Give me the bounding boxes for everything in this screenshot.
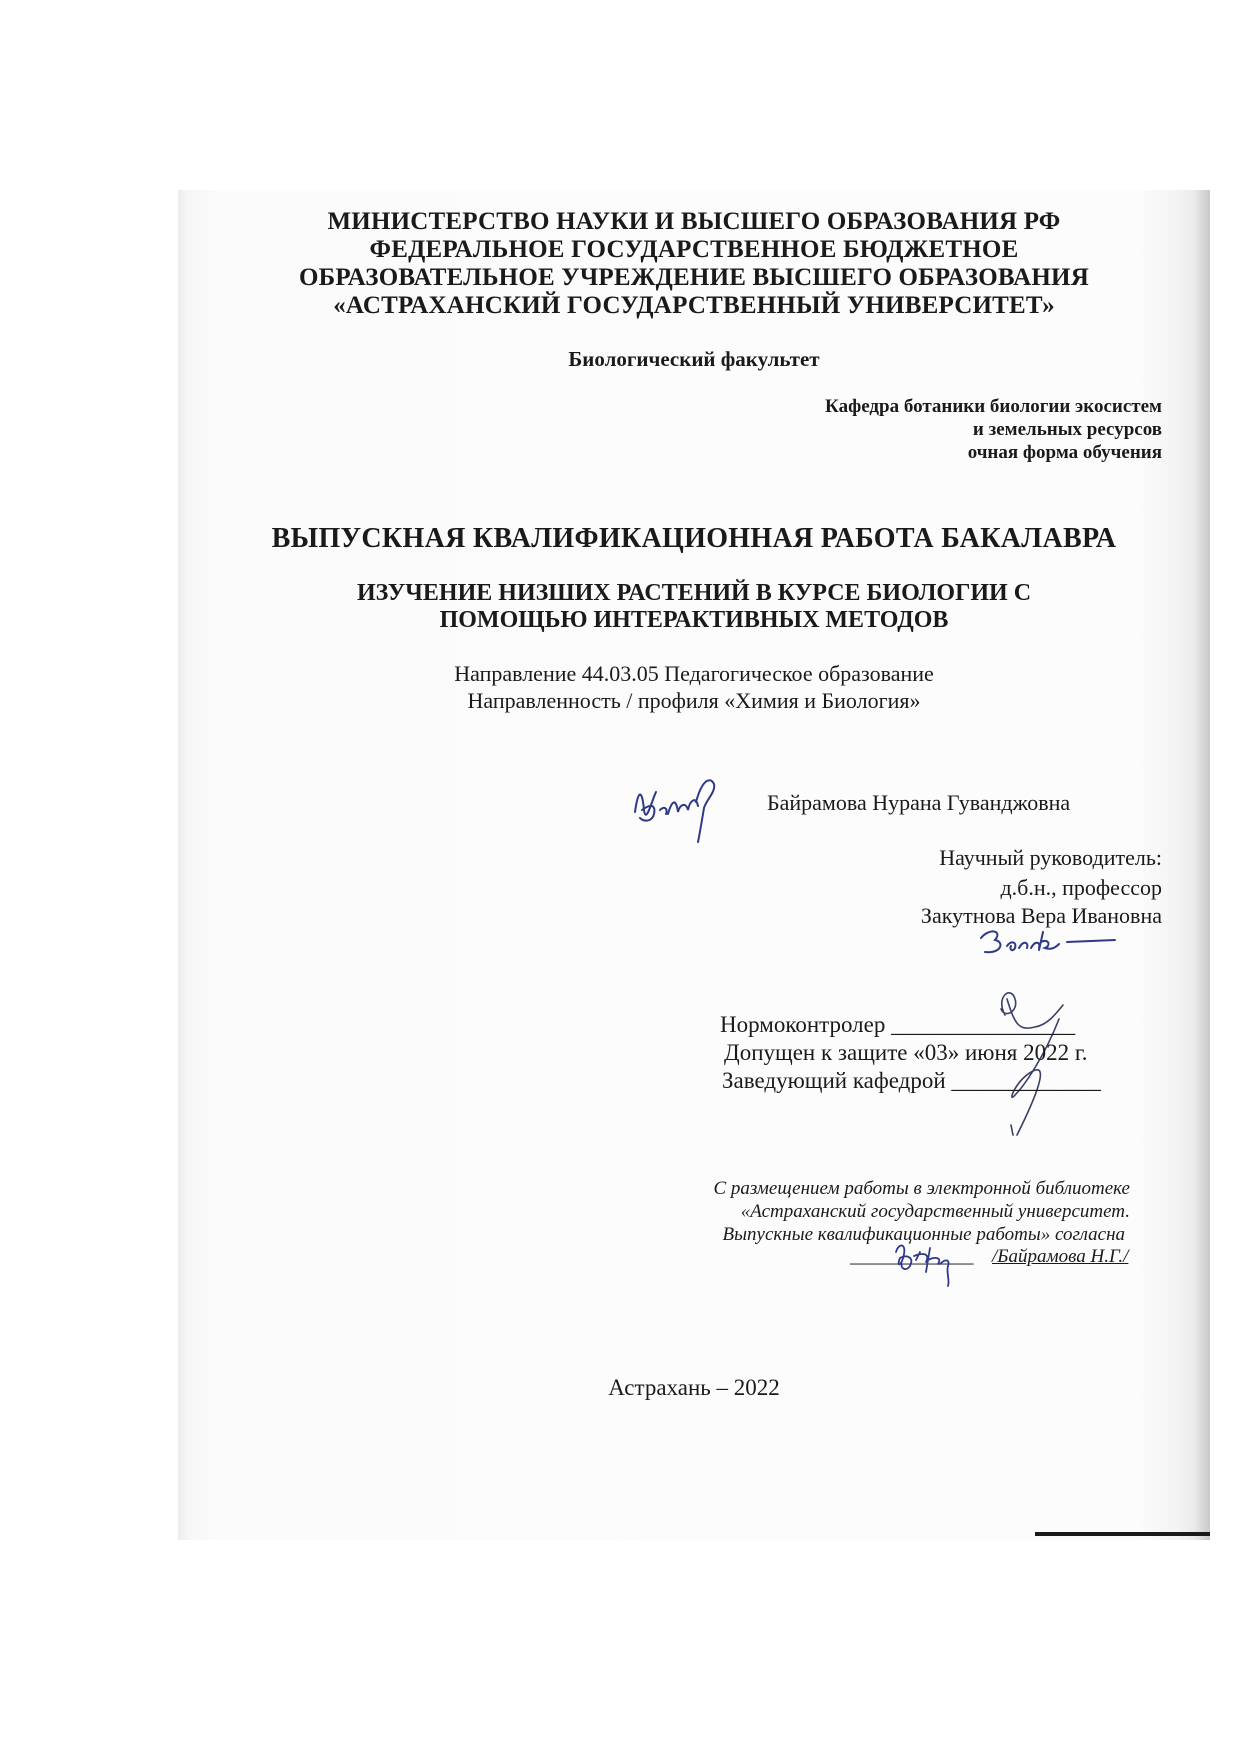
supervisor-label: Научный руководитель: — [939, 845, 1162, 870]
page-edge-shadow — [1195, 190, 1210, 1540]
department-line-2: и земельных ресурсов — [972, 419, 1162, 440]
thesis-title-line-2: ПОМОЩЬЮ ИНТЕРАКТИВНЫХ МЕТОДОВ — [439, 607, 949, 633]
head-of-department-line: Заведующий кафедрой _____________ — [722, 1068, 1101, 1093]
student-name: Байрамова Нурана Гуванджовна — [767, 790, 1071, 815]
consent-line-1: С размещением работы в электронной библиотеке — [713, 1178, 1130, 1199]
study-form: очная форма обучения — [967, 442, 1162, 463]
city-year: Астрахань – 2022 — [608, 1375, 780, 1400]
profile: Направленность / профиля «Химия и Биология» — [467, 688, 921, 713]
consent-signature — [890, 1238, 965, 1290]
student-signature — [630, 770, 735, 850]
consent-line-3: Выпускные квалификационные работы» согласна — [722, 1224, 1125, 1245]
work-type: ВЫПУСКНАЯ КВАЛИФИКАЦИОННАЯ РАБОТА БАКАЛАВРА — [271, 523, 1117, 554]
consent-line-2: «Астраханский государственный университет. — [740, 1201, 1130, 1222]
ministry-line-1: МИНИСТЕРСТВО НАУКИ И ВЫСШЕГО ОБРАЗОВАНИЯ РФ — [327, 208, 1061, 235]
page-bottom-edge — [1035, 1532, 1210, 1536]
ministry-line-2: ФЕДЕРАЛЬНОЕ ГОСУДАРСТВЕННОЕ БЮДЖЕТНОЕ — [369, 236, 1019, 263]
ministry-line-3: ОБРАЗОВАТЕЛЬНОЕ УЧРЕЖДЕНИЕ ВЫСШЕГО ОБРАЗОВАНИЯ — [299, 264, 1089, 291]
admitted-line: Допущен к защите «03» июня 2022 г. — [724, 1040, 1088, 1065]
ministry-line-4: «АСТРАХАНСКИЙ ГОСУДАРСТВЕННЫЙ УНИВЕРСИТЕТ» — [333, 292, 1055, 319]
consent-signature-blank: _____________ — [850, 1246, 974, 1267]
supervisor-degree: д.б.н., профессор — [1000, 875, 1162, 900]
direction: Направление 44.03.05 Педагогическое образование — [454, 661, 934, 686]
normcontroller-line: Нормоконтролер ________________ — [720, 1012, 1076, 1037]
faculty: Биологический факультет — [568, 347, 820, 371]
thesis-title-line-1: ИЗУЧЕНИЕ НИЗШИХ РАСТЕНИЙ В КУРСЕ БИОЛОГИИ С — [356, 580, 1032, 606]
supervisor-signature — [975, 920, 1120, 962]
department-line-1: Кафедра ботаники биологии экосистем — [825, 396, 1162, 417]
consent-signer: /Байрамова Н.Г./ — [992, 1246, 1129, 1267]
supervisor-name: Закутнова Вера Ивановна — [920, 903, 1162, 928]
